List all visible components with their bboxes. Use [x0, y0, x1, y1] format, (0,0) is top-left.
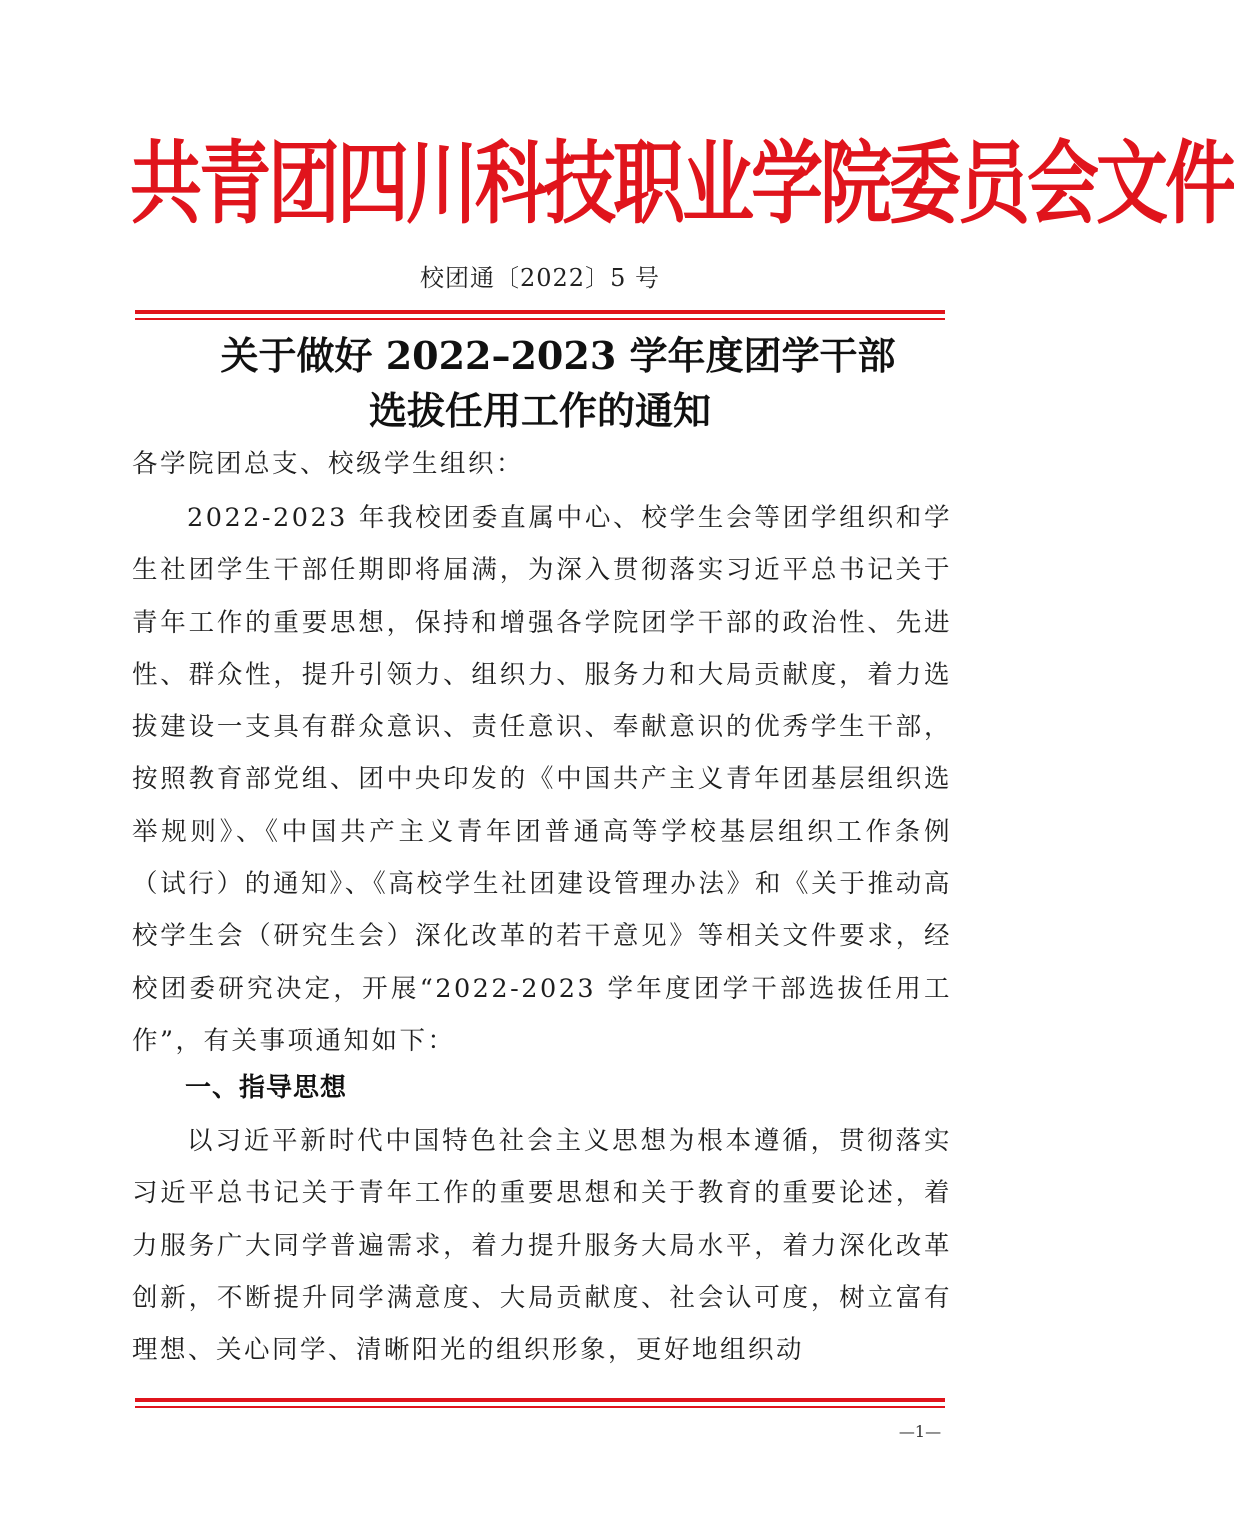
- document-title-line-2: 选拔任用工作的通知: [368, 388, 711, 433]
- body-paragraph-1: 2022-2023 年我校团委直属中心、校学生会等团学组织和学生社团学生干部任期即将届满，为深入贯彻落实习近平总书记关于青年工作的重要思想，保持和增强各学院团学干部的政治性、先进性、群众性，提升引领力、组织力、服务力和大局贡献度，着力选拔建设一支具有群众意识、责任意识、奉献意识的优秀学生干部，按照教育部党组、团中央印发的《中国共产主义青年团基层组织选举规则》、《中国共产主义青年团普通高等学校基层组织工作条例（试行）的通知》、《高校学生社团建设管理办法》和《关于推动高校学生会（研究生会）深化改革的若干意见》等相关文件要求，经校团委研究决定，开展“2022-2023 学年度团学干部选拔任用工作”，有关事项通知如下：: [132, 503, 952, 1056]
- page-number: —1—: [898, 1422, 942, 1441]
- document-masthead: 共青团四川科技职业学院委员会文件: [130, 130, 1234, 236]
- salutation: 各学院团总支、校级学生组织：: [132, 449, 525, 479]
- section-heading-guiding-ideology: 一、指导思想: [185, 1073, 348, 1103]
- footer-red-rule-thin: [135, 1406, 945, 1408]
- document-number: 校团通〔2022〕5 号: [420, 264, 660, 292]
- body-paragraph-2: 以习近平新时代中国特色社会主义思想为根本遵循，贯彻落实习近平总书记关于青年工作的重要思想和关于教育的重要论述，着力服务广大同学普遍需求，着力提升服务大局水平，着力深化改革创新，不断提升同学满意度、大局贡献度、社会认可度，树立富有理想、关心同学、清晰阳光的组织形象，更好地组织动: [132, 1126, 952, 1366]
- header-red-rule-thin: [135, 318, 945, 320]
- header-red-rule: [135, 310, 945, 314]
- footer-red-rule: [135, 1398, 945, 1402]
- document-title-line-1: 关于做好 2022–2023 学年度团学干部: [220, 333, 896, 378]
